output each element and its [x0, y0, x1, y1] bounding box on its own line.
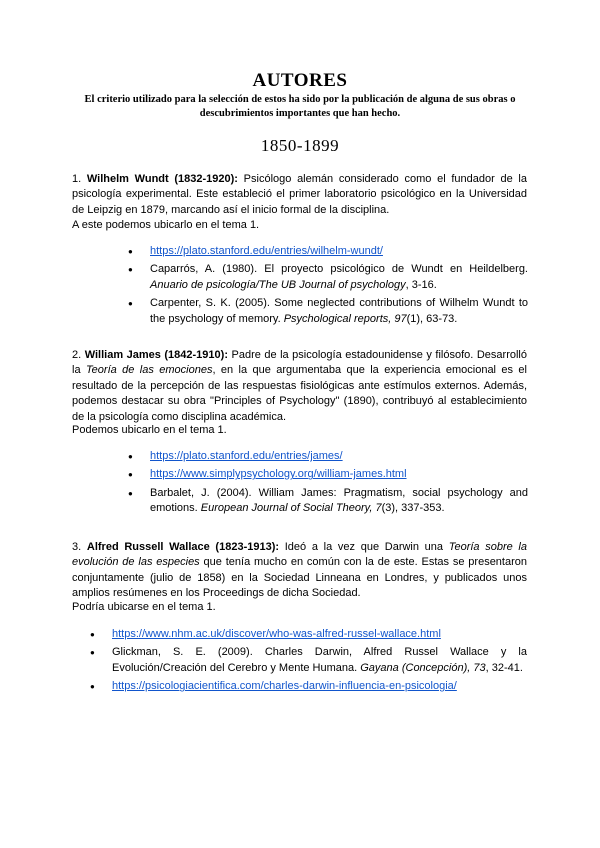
entry-wundt-note: A este podemos ubicarlo en el tema 1.	[72, 219, 260, 231]
entry-body-cont: que tenía mucho en común con la de este. Estas se presentaron conjuntamente (julio de 1858) en la Sociedad Linneana en Londres, y publicados unos amplios resúmenes en los Proceedings de dicha Sociedad.	[72, 556, 527, 600]
entry-body: Ideó a la vez que Darwin una	[284, 541, 444, 553]
reference-source: Gayana (Concepción), 73	[360, 661, 486, 674]
entry-james-references	[128, 449, 528, 520]
reference-source: Psychological reports, 97	[283, 312, 407, 325]
reference-text: Carpenter, S. K. (2005). Some neglected contributions of Wilhelm Wundt to the psychology of memory.	[150, 297, 528, 325]
reference-pages: (3), 337-353.	[381, 502, 445, 515]
entry-name: William James (1842-1910):	[84, 349, 228, 361]
reference-source: European Journal of Social Theory, 7	[200, 502, 382, 515]
reference-pages: (1), 63-73.	[406, 312, 458, 325]
entry-name: Alfred Russell Wallace (1823-1913):	[86, 541, 280, 553]
reference-pages: , 3-16.	[405, 278, 437, 291]
reference-item	[90, 645, 527, 676]
entry-wallace-note: Podría ubicarse en el tema 1.	[72, 601, 216, 613]
reference-link[interactable]: https://plato.stanford.edu/entries/james/	[150, 450, 343, 462]
reference-link[interactable]: https://www.simplypsychology.org/william-james.html	[150, 468, 407, 481]
entry-number: 2.	[72, 349, 82, 361]
entry-james-note: Podemos ubicarlo en el tema 1.	[72, 424, 227, 436]
document-title: AUTORES	[252, 70, 348, 91]
reference-item	[128, 244, 528, 259]
entry-body-italic: Teoría sobre la evolución de las especies	[72, 541, 527, 569]
reference-item	[128, 449, 528, 464]
entry-body: Padre de la psicología estadounidense y filósofo. Desarrolló la	[72, 349, 527, 377]
entry-number: 1.	[72, 173, 82, 185]
entry-name: Wilhelm Wundt (1832-1920):	[86, 173, 238, 185]
entry-body-cont: , en la que argumentaba que la experiencia emocional es el resultado de la percepción de las respuestas fisiológicas ante estímulos externos. Además, podemos destacar su obra "Principles of Psychology" (1890), contribuyó al establecimiento de la psicología como disciplina académica.	[72, 364, 527, 423]
entry-wallace-references	[90, 627, 527, 698]
reference-item	[90, 679, 527, 694]
reference-pages: , 32-41.	[485, 661, 523, 674]
entry-body: Psicólogo alemán considerado como el fundador de la psicología experimental. Este estableció el primer laboratorio psicológico en la Universidad de Leipzig en 1879, marcando así el inicio formal de la disciplina.	[72, 173, 527, 216]
reference-item	[128, 296, 528, 327]
reference-text: Caparrós, A. (1980). El proyecto psicológico de Wundt en Heildelberg.	[150, 263, 528, 276]
entry-number: 3.	[72, 541, 82, 553]
reference-item	[128, 486, 528, 517]
reference-item	[128, 467, 528, 482]
document-subtitle: El criterio utilizado para la selección de estos ha sido por la publicación de alguna de sus obras o descubrimientos importantes que han hecho.	[84, 94, 516, 119]
reference-source: Anuario de psicología/The UB Journal of psychology	[150, 278, 406, 291]
entry-wallace-paragraph	[72, 540, 527, 602]
period-heading: 1850-1899	[260, 136, 340, 155]
entry-body-italic: Teoría de las emociones	[85, 364, 213, 377]
reference-link[interactable]: https://psicologiacientifica.com/charles-darwin-influencia-en-psicologia/	[112, 680, 457, 693]
entry-wundt-references	[128, 244, 528, 330]
entry-wundt-paragraph	[72, 172, 527, 218]
reference-item	[128, 262, 528, 293]
entry-james-paragraph	[72, 348, 527, 425]
reference-item	[90, 627, 527, 642]
reference-link[interactable]: https://www.nhm.ac.uk/discover/who-was-alfred-russel-wallace.html	[112, 628, 441, 640]
reference-text: Glickman, S. E. (2009). Charles Darwin, Alfred Russel Wallace y la Evolución/Creación del Cerebro y Mente Humana.	[112, 646, 527, 674]
reference-link[interactable]: https://plato.stanford.edu/entries/wilhelm-wundt/	[150, 245, 383, 257]
reference-text: Barbalet, J. (2004). William James: Pragmatism, social psychology and emotions.	[150, 486, 528, 515]
